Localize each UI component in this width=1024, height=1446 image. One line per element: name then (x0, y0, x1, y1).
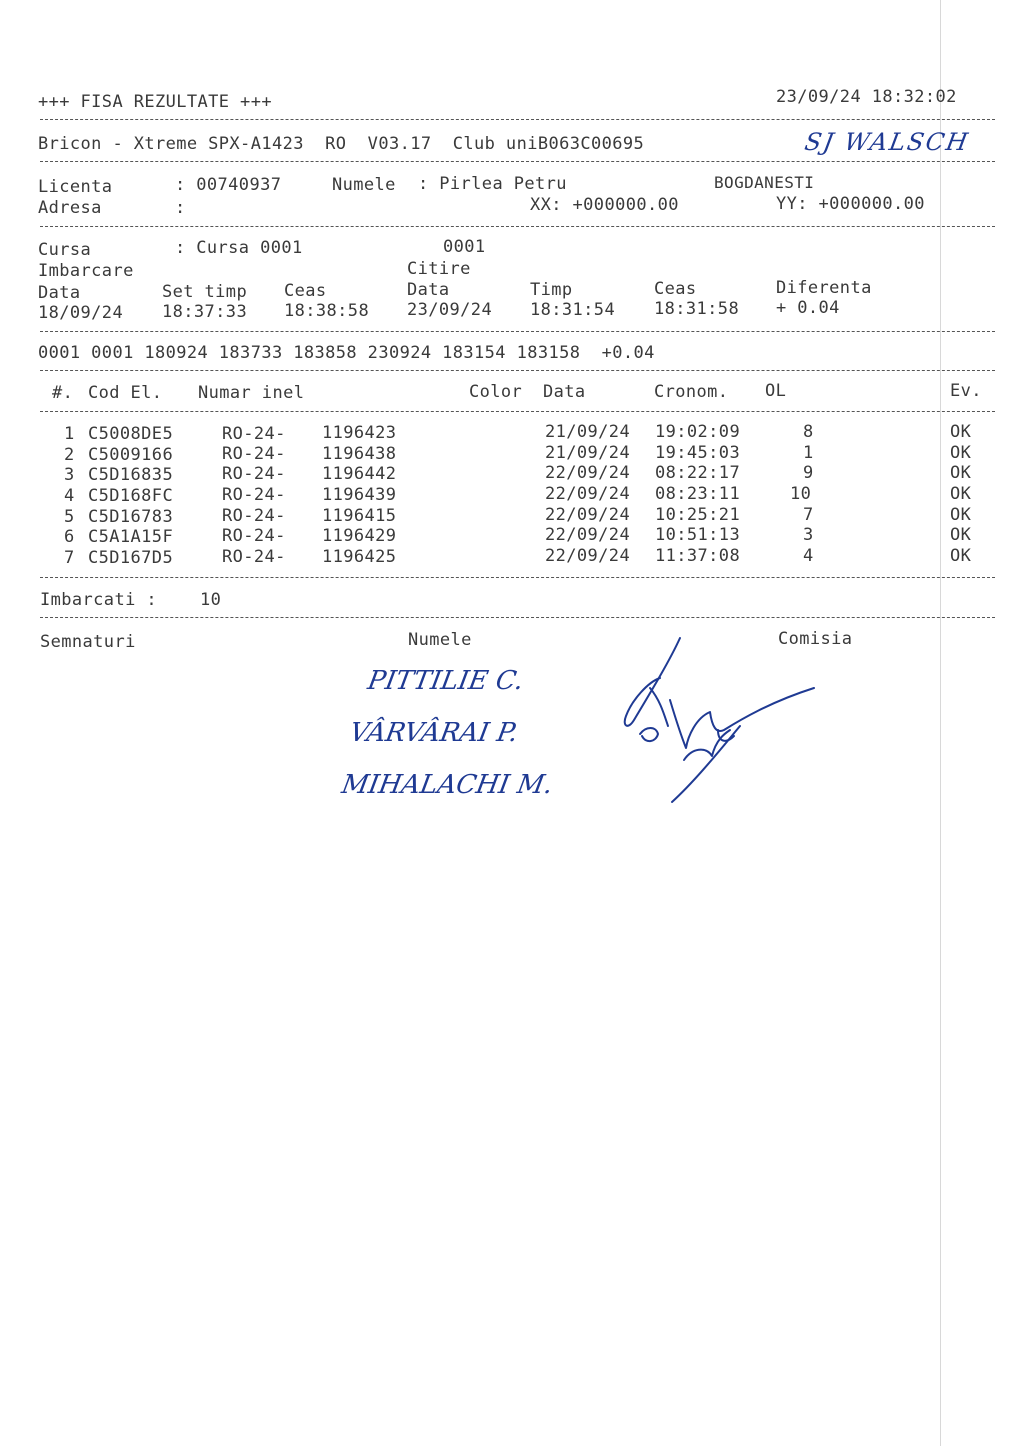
device-line: Bricon - Xtreme SPX-A1423 RO V03.17 Club uniB063C00695 (38, 134, 645, 154)
row-date: 21/09/24 (545, 443, 631, 463)
th-inel: Numar inel (198, 383, 305, 403)
row-ol: 10 (790, 484, 812, 504)
row-ev: OK (950, 505, 972, 525)
divider (40, 331, 995, 332)
row-date: 22/09/24 (545, 525, 631, 545)
val-set-timp: 18:37:33 (162, 302, 248, 322)
row-ol: 7 (803, 505, 814, 525)
row-ev: OK (950, 484, 972, 504)
val-timp: 18:31:54 (530, 300, 616, 320)
col-ceas-imbarcare: Ceas (284, 281, 327, 301)
row-time: 19:45:03 (655, 443, 741, 463)
licenta-label: Licenta (38, 177, 113, 197)
locality: BOGDANESTI (714, 173, 815, 192)
row-date: 22/09/24 (545, 463, 631, 483)
row-time: 19:02:09 (655, 422, 741, 442)
row-ev: OK (950, 525, 972, 545)
row-ring-prefix: RO-24- (222, 526, 286, 546)
row-time: 10:51:13 (655, 525, 741, 545)
yy-coordinate: YY: +000000.00 (776, 194, 925, 214)
row-number: 1 (64, 424, 75, 444)
row-cod: C5008DE5 (88, 424, 174, 444)
divider (40, 617, 995, 618)
xx-coordinate: XX: +000000.00 (530, 195, 679, 215)
row-date: 21/09/24 (545, 422, 631, 442)
row-ring-prefix: RO-24- (222, 506, 286, 526)
row-number: 3 (64, 465, 75, 485)
row-ol: 4 (803, 546, 814, 566)
row-ev: OK (950, 443, 972, 463)
numele-footer-label: Numele (408, 630, 472, 650)
handwritten-name-2: VÂRVÂRAI P. (347, 718, 521, 748)
imbarcare-label: Imbarcare (38, 261, 134, 281)
citire-label: Citire (407, 259, 471, 279)
row-ev: OK (950, 422, 972, 442)
row-cod: C5D16835 (88, 465, 174, 485)
semnaturi-label: Semnaturi (40, 632, 136, 652)
row-time: 10:25:21 (655, 505, 741, 525)
row-number: 6 (64, 527, 75, 547)
document-title: +++ FISA REZULTATE +++ (38, 92, 272, 112)
row-time: 11:37:08 (655, 546, 741, 566)
row-ring-prefix: RO-24- (222, 547, 286, 567)
page-edge (940, 0, 941, 1446)
row-ol: 1 (803, 443, 814, 463)
row-ring-number: 1196425 (322, 547, 397, 567)
col-data-imbarcare: Data (38, 283, 81, 303)
cursa-label: Cursa (38, 240, 92, 260)
divider (40, 226, 995, 227)
row-cod: C5A1A15F (88, 527, 174, 547)
col-set-timp: Set timp (162, 282, 248, 302)
val-ceas-imbarcare: 18:38:58 (284, 301, 370, 321)
imbarcati-label: Imbarcati : (40, 590, 157, 610)
th-num: #. (52, 383, 74, 403)
imbarcati-value: 10 (200, 590, 222, 610)
row-ring-prefix: RO-24- (222, 464, 286, 484)
divider (40, 411, 995, 412)
row-ring-prefix: RO-24- (222, 444, 286, 464)
row-ring-number: 1196415 (322, 506, 397, 526)
row-date: 22/09/24 (545, 484, 631, 504)
th-data: Data (543, 382, 586, 402)
th-ev: Ev. (950, 381, 982, 401)
row-cod: C5009166 (88, 445, 174, 465)
row-ring-prefix: RO-24- (222, 424, 286, 444)
row-ring-prefix: RO-24- (222, 485, 286, 505)
row-time: 08:23:11 (655, 484, 741, 504)
handwritten-club-note: SJ WALSCH (802, 128, 972, 156)
numele-label: Numele (332, 175, 396, 195)
row-cod: C5D167D5 (88, 548, 174, 568)
col-diferenta: Diferenta (776, 278, 872, 298)
row-ring-number: 1196442 (322, 464, 397, 484)
adresa-label: Adresa (38, 198, 102, 218)
col-data-citire: Data (407, 280, 450, 300)
handwritten-name-3: MIHALACHI M. (339, 770, 556, 800)
divider (40, 370, 995, 371)
th-color: Color (469, 382, 523, 402)
divider (40, 577, 995, 578)
divider (40, 161, 995, 162)
val-ceas-citire: 18:31:58 (654, 299, 740, 319)
row-ev: OK (950, 546, 972, 566)
numele-value: : Pirlea Petru (418, 174, 567, 194)
handwritten-name-1: PITTILIE C. (365, 666, 526, 696)
row-number: 5 (64, 507, 75, 527)
row-ring-number: 1196439 (322, 485, 397, 505)
row-ol: 9 (803, 463, 814, 483)
licenta-value: : 00740937 (175, 175, 282, 195)
row-ev: OK (950, 463, 972, 483)
row-cod: C5D16783 (88, 507, 174, 527)
row-ring-number: 1196429 (322, 526, 397, 546)
row-number: 2 (64, 445, 75, 465)
col-ceas-citire: Ceas (654, 279, 697, 299)
cursa-code: 0001 (443, 237, 486, 257)
row-ol: 8 (803, 422, 814, 442)
col-timp: Timp (530, 280, 573, 300)
divider (40, 119, 995, 120)
row-number: 4 (64, 486, 75, 506)
row-date: 22/09/24 (545, 505, 631, 525)
row-cod: C5D168FC (88, 486, 174, 506)
row-ring-number: 1196438 (322, 444, 397, 464)
row-ol: 3 (803, 525, 814, 545)
row-time: 08:22:17 (655, 463, 741, 483)
adresa-value: : (175, 198, 186, 218)
th-cod: Cod El. (88, 383, 163, 403)
val-diferenta: + 0.04 (776, 298, 840, 318)
cursa-value: : Cursa 0001 (175, 238, 303, 258)
val-data-imbarcare: 18/09/24 (38, 303, 124, 323)
th-cronom: Cronom. (654, 382, 729, 402)
val-data-citire: 23/09/24 (407, 300, 493, 320)
th-ol: OL (765, 381, 787, 401)
row-date: 22/09/24 (545, 546, 631, 566)
print-datetime: 23/09/24 18:32:02 (776, 87, 957, 107)
comisia-label: Comisia (778, 629, 853, 649)
row-number: 7 (64, 548, 75, 568)
race-summary-line: 0001 0001 180924 183733 183858 230924 183154 183158 +0.04 (38, 343, 655, 363)
commission-signatures (600, 630, 840, 810)
row-ring-number: 1196423 (322, 423, 397, 443)
